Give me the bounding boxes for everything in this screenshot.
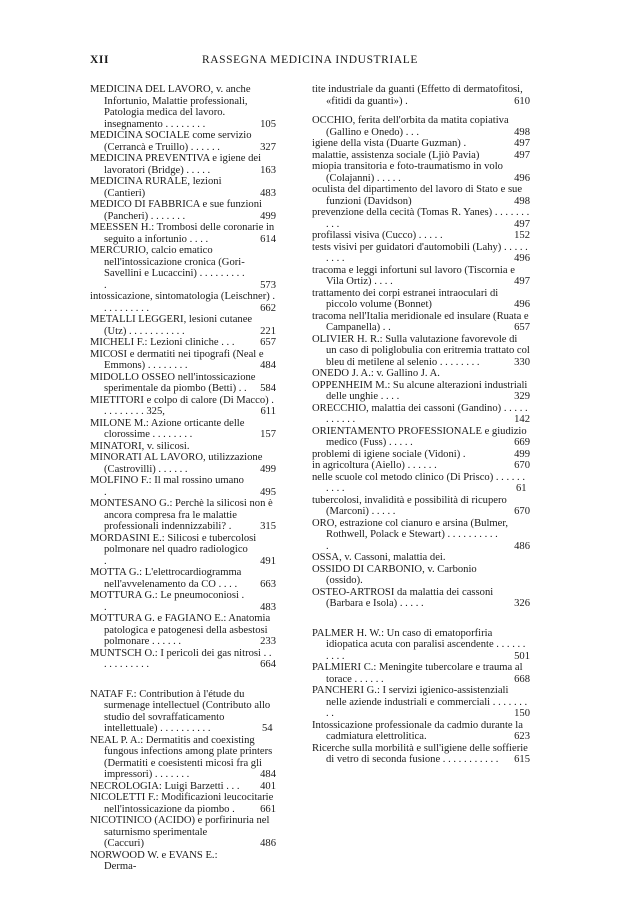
page-ref: 664 <box>260 659 276 670</box>
index-entry <box>312 460 530 472</box>
left-column <box>90 84 276 873</box>
page-ref: 499 <box>260 210 276 222</box>
entry-text: NICOLETTI F.: Modificazioni leucocitarie nell'intossicazione da piombo . <box>90 792 274 815</box>
entry-text: MIETITORI e colpo di calore (Di Macco) . . . . . . . . . 325, <box>90 394 274 417</box>
index-entry <box>312 628 530 663</box>
running-title: RASSEGNA MEDICINA INDUSTRIALE <box>201 54 419 66</box>
entry-text: MUNTSCH O.: I pericoli dei gas nitrosi . . . . . . . . . . . <box>90 647 272 670</box>
entry-text: MEDICINA SOCIALE come servizio (Cerrancà e Truillo) . . . . . . <box>90 130 252 153</box>
entry-text: malattie, assistenza sociale (Ljiò Pavia) <box>312 149 480 161</box>
page-ref: 326 <box>514 598 530 609</box>
page-ref: 315 <box>260 521 276 532</box>
page-ref: 623 <box>514 731 530 742</box>
index-entry <box>312 449 530 461</box>
index-entry: nelle scuole col metodo clinico (Di Prisco) . . . . . . . . . . 61 <box>312 471 527 494</box>
page-ref: 152 <box>514 230 530 241</box>
entry-text: MIDOLLO OSSEO nell'intossicazione sperimentale da piombo (Betti) . . <box>90 371 256 394</box>
entry-text: MEDICO DI FABBRICA e sue funzioni (Pancheri) . . . . . . . <box>90 199 262 222</box>
entry-text: problemi di igiene sociale (Vidoni) . <box>312 448 466 460</box>
entry-text: tests visivi per guidatori d'automobili (Lahy) . . . . . . . . . <box>312 241 528 264</box>
index-entry <box>90 815 276 850</box>
index-entry <box>90 130 276 153</box>
page-ref: 497 <box>514 276 530 287</box>
page-ref: 610 <box>514 95 530 107</box>
entry-text: profilassi visiva (Cucco) . . . . . <box>312 230 443 241</box>
entry-text: igiene della vista (Duarte Guzman) . <box>312 138 467 149</box>
page-ref: 615 <box>514 754 530 765</box>
page-ref: 330 <box>514 356 530 368</box>
page-ref: 329 <box>514 391 530 402</box>
entry-text: NICOTINICO (ACIDO) e porfirinuria nel saturnismo sperimentale (Caccuri) <box>90 815 270 849</box>
entry-text: MILONE M.: Azione orticante delle clorossime . . . . . . . . <box>90 417 245 440</box>
index-entry <box>90 498 276 533</box>
index-entry <box>312 265 530 288</box>
entry-text: oculista del dipartimento del lavoro di Stato e sue funzioni (Davidson) <box>312 184 523 207</box>
index-entry <box>90 441 276 453</box>
index-entry <box>90 176 276 199</box>
entry-text: ORO, estrazione col cianuro e arsina (Bulmer, Rothwell, Polack e Stewart) . . . . . . . . . . . <box>312 517 509 552</box>
entry-text: in agricoltura (Aiello) . . . . . . <box>312 460 437 471</box>
entry-text: MOTTURA G. e FAGIANO E.: Anatomia patologica e patogenesi della asbestosi polmonare . . . . . . <box>90 613 271 647</box>
index-entry <box>312 426 530 449</box>
index-entry <box>312 662 530 685</box>
page-ref: 663 <box>260 578 276 590</box>
index-entry <box>312 380 530 403</box>
entry-text: OPPENHEIM M.: Su alcune alterazioni industriali delle unghie . . . . <box>312 379 528 402</box>
page-ref: 221 <box>260 325 276 337</box>
index-entry <box>90 648 276 671</box>
page-ref: 163 <box>260 164 276 176</box>
page-ref: 157 <box>260 429 276 440</box>
entry-text: NEAL P. A.: Dermatitis and coexisting fungous infections among plate printers (Dermatiti e coesistenti micosi fra gli impressori) . . . . . . . <box>90 734 273 780</box>
index-entry <box>312 84 530 107</box>
page-header <box>90 54 530 70</box>
index-entry <box>312 311 530 334</box>
index-entry <box>90 533 276 568</box>
page-ref: 657 <box>514 322 530 333</box>
entry-text: NORWOOD W. e EVANS E.: Derma- <box>90 849 218 872</box>
index-entry <box>90 84 276 130</box>
index-entry <box>312 518 530 553</box>
entry-text: MICOSI e dermatiti nei tipografi (Neal e Emmons) . . . . . . . . <box>90 348 264 371</box>
entry-text: ORECCHIO, malattia dei cassoni (Gandino) . . . . . . . . . . . <box>312 402 528 425</box>
entry-text: MINATORI, v. silicosi. <box>90 440 190 452</box>
entry-text: tracoma nell'Italia meridionale ed insulare (Ruata e Campanella) . . <box>312 310 529 333</box>
entry-text: METALLI LEGGERI, lesioni cutanee (Utz) . . . . . . . . . . . <box>90 314 253 337</box>
entry-text: MEDICINA DEL LAVORO, v. anche Infortunio, Malattie professionali, Patologia medica del lavoro. insegnamento . . . . . . . . <box>90 84 251 130</box>
page-ref: 501 <box>514 650 530 662</box>
entry-text: PALMER H. W.: Un caso di ematoporfiria idiopatica acuta con paralisi ascendente . . . . . . . . . . <box>312 627 526 662</box>
entry-text: Intossicazione professionale da cadmio durante la cadmiatura elettrolitica. <box>312 719 523 742</box>
page-ref: 497 <box>514 218 530 230</box>
index-entry <box>90 590 276 613</box>
page-ref: 661 <box>260 803 276 815</box>
index-entry <box>312 685 530 720</box>
entry-text: OCCHIO, ferita dell'orbita da matita copiativa (Gallino e Onedo) . . . <box>312 115 509 138</box>
page-ref: 573 <box>260 279 276 291</box>
page-ref: 483 <box>260 187 276 199</box>
index-entry <box>312 161 530 184</box>
entry-text: MONTESANO G.: Perchè la silicosi non è ancora compresa fra le malattie professionali indennizzabili? . <box>90 498 273 532</box>
entry-text: OSSIDO DI CARBONIO, v. Carbonio (ossido). <box>312 563 477 586</box>
page-ref: 657 <box>260 337 276 348</box>
entry-text: OSSA, v. Cassoni, malattia dei. <box>312 552 446 563</box>
page-ref: 497 <box>514 149 530 161</box>
right-column <box>312 84 530 766</box>
index-entry <box>312 403 530 426</box>
page-ref: 484 <box>260 769 276 780</box>
entry-text: nelle scuole col metodo clinico (Di Prisco) . . . . . . . . . . <box>312 471 526 494</box>
page-ref: 668 <box>514 673 530 685</box>
page-ref: 670 <box>514 460 530 471</box>
page-number: XII <box>90 54 110 66</box>
page-ref: 401 <box>260 780 276 792</box>
page-ref: 327 <box>260 141 276 153</box>
entry-text: Ricerche sulla morbilità e sull'igiene delle soffierie di vetro di seconda fusione . . . . . . . . . . . <box>312 742 528 765</box>
page-ref: 498 <box>514 126 530 138</box>
page-ref: 142 <box>514 414 530 425</box>
page-ref: 486 <box>260 838 276 849</box>
page-ref: 483 <box>260 601 276 613</box>
page-ref: 670 <box>514 506 530 517</box>
index-entry <box>312 334 530 369</box>
index-entry <box>90 222 276 245</box>
page-ref: 584 <box>260 383 276 394</box>
entry-text: ORIENTAMENTO PROFESSIONALE e giudizio medico (Fuss) . . . . . <box>312 425 527 448</box>
index-entry <box>312 743 530 766</box>
entry-text: MOTTURA G.: Le pneumoconiosi . . <box>90 590 245 613</box>
entry-text: miopia transitoria e foto-traumatismo in volo (Colajanni) . . . . . <box>312 161 503 184</box>
section-gap <box>90 671 276 689</box>
index-entry <box>90 245 276 291</box>
index-entry <box>90 291 276 314</box>
index-entry <box>90 452 276 475</box>
index-entry <box>90 199 276 222</box>
entry-text: NECROLOGIA: Luigi Barzetti . . . <box>90 780 240 792</box>
page-ref: 496 <box>514 253 530 264</box>
index-entry <box>312 242 530 265</box>
index-entry <box>312 587 530 610</box>
index-entry <box>90 395 276 418</box>
index-entry <box>312 368 530 380</box>
entry-text: MOLFINO F.: Il mal rossino umano . <box>90 475 244 498</box>
entry-text: MICHELI F.: Lezioni cliniche . . . <box>90 337 235 348</box>
entry-text: intossicazione, sintomatologia (Leischner) . . . . . . . . . . <box>90 291 276 314</box>
index-entry <box>90 418 276 441</box>
index-entry <box>312 207 530 230</box>
index-entry <box>312 552 530 564</box>
index-entry <box>312 230 530 242</box>
page-ref: 499 <box>260 463 276 475</box>
entry-text: tracoma e leggi infortuni sul lavoro (Tiscornia e Vila Ortiz) . . . . <box>312 264 515 287</box>
page-ref: 486 <box>514 540 530 552</box>
index-entry <box>312 115 530 138</box>
page-ref: 614 <box>260 233 276 245</box>
index-entry <box>312 138 530 150</box>
page-ref: 669 <box>514 437 530 448</box>
page-ref: 491 <box>260 555 276 567</box>
entry-text: tite industriale da guanti (Effetto di dermatofitosi, «fitidi da guanti») . <box>312 84 523 107</box>
index-entry <box>90 153 276 176</box>
index-entry <box>90 735 276 781</box>
page-ref: 499 <box>514 448 530 460</box>
page-ref: 484 <box>260 360 276 371</box>
entry-text: MEDICINA PREVENTIVA e igiene dei lavoratori (Bridge) . . . . . <box>90 153 262 176</box>
index-entry <box>90 781 276 793</box>
section-gap <box>312 610 530 628</box>
page-ref: 497 <box>514 138 530 149</box>
page-ref: 233 <box>260 636 276 647</box>
entry-text: prevenzione della cecità (Tomas R. Yanes) . . . . . . . . . . <box>312 207 530 230</box>
index-entry <box>90 792 276 815</box>
page-ref: 150 <box>514 708 530 719</box>
index-entry <box>312 495 530 518</box>
page-ref: 662 <box>260 302 276 314</box>
entry-text: tubercolosi, invalidità e possibilità di ricupero (Marconi) . . . . . <box>312 494 507 517</box>
entry-text: OLIVIER H. R.: Sulla valutazione favorevole di un caso di poliglobulia con eritremia trattato col bleu di metilene al selenio . . . . . . . . <box>312 333 530 368</box>
entry-text: OSTEO-ARTROSI da malattia dei cassoni (Barbara e Isola) . . . . . <box>312 586 494 609</box>
entry-text: PALMIERI C.: Meningite tubercolare e trauma al torace . . . . . . <box>312 662 523 685</box>
entry-text: MEESSEN H.: Trombosi delle coronarie in seguito a infortunio . . . . <box>90 222 275 245</box>
page-ref: 496 <box>514 172 530 184</box>
index-entry: NATAF F.: Contribution à l'étude du surmenage intellectuel (Contributo allo studio del sovraffaticamento intellettuale) . . . . . . . . . . 54 <box>90 688 273 734</box>
page-ref: 496 <box>514 299 530 310</box>
index-entry <box>90 349 276 372</box>
index-entry <box>90 613 276 648</box>
index-entry <box>90 314 276 337</box>
entry-text: PANCHERI G.: I servizi igienico-assistenziali nelle aziende industriali e commerciali . . . . . . . . . <box>312 685 528 719</box>
index-entry <box>312 288 530 311</box>
entry-text: MINORATI AL LAVORO, utilizzazione (Castrovilli) . . . . . . <box>90 452 263 475</box>
entry-text: ONEDO J. A.: v. Gallino J. A. <box>312 368 440 379</box>
index-entry <box>312 150 530 162</box>
page-ref: 105 <box>260 118 276 130</box>
section-gap <box>312 107 530 115</box>
entry-text: trattamento dei corpi estranei intraoculari di piccolo volume (Bonnet) <box>312 287 499 310</box>
entry-text: MEDICINA RURALE, lezioni (Cantieri) <box>90 176 222 199</box>
page-ref: 498 <box>514 195 530 207</box>
index-entry <box>312 720 530 743</box>
entry-text: MORDASINI E.: Silicosi e tubercolosi polmonare nel quadro radiologico . <box>90 532 257 567</box>
index-entry <box>312 184 530 207</box>
page-ref: 611 <box>260 406 276 417</box>
index-entry <box>90 475 276 498</box>
index-entry <box>90 567 276 590</box>
entry-text: MERCURIO, calcio ematico nell'intossicazione cronica (Gori-Savellini e Lucaccini) . . . . . . . . . . <box>90 245 245 291</box>
index-entry <box>90 372 276 395</box>
index-entry <box>90 850 276 873</box>
index-entry <box>312 564 530 587</box>
entry-text: NATAF F.: Contribution à l'étude du surmenage intellectuel (Contributo allo studio del sovraffaticamento intellettuale) . . . . . . . . . . <box>90 688 271 734</box>
entry-text: MOTTA G.: L'elettrocardiogramma nell'avvelenamento da CO . . . . <box>90 567 242 590</box>
page-ref: 495 <box>260 486 276 498</box>
index-entry <box>90 337 276 349</box>
